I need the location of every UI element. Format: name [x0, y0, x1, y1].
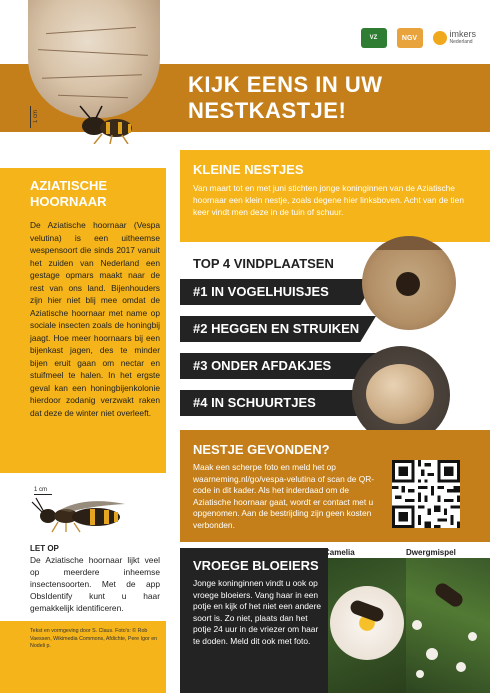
hoornaar-body: De Aziatische hoornaar (Vespa velutina) is een uitheemse wespensoort die sinds 2017 vanuit het zuiden van Nederland een gestage opmars maakt naar de rest van ons land. Bijenhouders zijn hier niet blij mee omdat de Aziatische hoornaar met name op sociale insecten zoals de honingbij jaagt. Hoe meer hoornaars bij een bijenkast jagen, des te minder bijen eruit gaan om nectar en stuifmeel te halen. In het ergste geval kan een honingbijenkolonie hierdoor zodanig verzwakt raken dat deze de winter niet overleeft.: [30, 220, 160, 418]
top4-title: TOP 4 VINDPLAATSEN: [193, 256, 334, 271]
top4-item-2: #2 HEGGEN EN STRUIKEN: [193, 321, 360, 336]
qr-code-icon[interactable]: [392, 460, 460, 528]
vroege-bloeiers-body: Jonge koninginnen vindt u ook op vroege bloeiers. Vang haar in een potje en kijk of het niet een andere soort is. Zo niet, plaats dan het potje 24 uur in de vriezer om haar te doden. Meld dit ook met foto.: [193, 578, 322, 646]
partner-logos: [361, 28, 477, 48]
top4-item-4: #4 IN SCHUURTJES: [193, 395, 316, 410]
nestje-gevonden-title: NESTJE GEVONDEN?: [193, 442, 330, 457]
nest-photo: [28, 0, 160, 118]
credits-text: Tekst en vormgeving door S. Claus. Foto's: © Rob Vaessen, Wikimedia Commons, Afdichte, Pere Igor en Nodeli p.: [30, 628, 158, 649]
note-body: De Aziatische hoornaar lijkt veel op meerdere inheemse insectensoorten. Met de app ObsIdentify kunt u haar gemakkelijk identificeren.: [30, 555, 160, 613]
note-title: LET OP: [30, 544, 59, 553]
kleine-nestjes-body: Van maart tot en met juni stichten jonge koninginnen van de Aziatische hoornaar een klein nestje, zoals degene hier linksboven. Acht van de tien keer vindt men deze in de tuin of schuur.: [193, 183, 464, 217]
top4-item-1: #1 IN VOGELHUISJES: [193, 284, 329, 299]
page-title: KIJK EENS IN UW NESTKASTJE!: [188, 72, 383, 123]
dwergmispel-label: Dwergmispel: [406, 548, 456, 557]
birdhouse-photo: [362, 236, 456, 330]
bee-icon: [433, 31, 447, 45]
imkers-logo-label: imkers: [449, 29, 476, 39]
hornet-top-icon: [72, 104, 142, 144]
vz-logo: VZ: [361, 28, 387, 48]
ngv-logo: NGV: [397, 28, 423, 48]
imkers-logo: [433, 30, 477, 46]
scale-label-top: 1 cm: [30, 106, 39, 128]
top4-item-3: #3 ONDER AFDAKJES: [193, 358, 332, 373]
imkers-logo-sub: Nederland: [449, 39, 473, 45]
vroege-bloeiers-title: VROEGE BLOEIERS: [193, 558, 319, 573]
hornet-side-icon: [30, 494, 140, 534]
kleine-nestjes-title: KLEINE NESTJES: [193, 162, 304, 177]
hoornaar-title: AZIATISCHE HOORNAAR: [30, 178, 108, 209]
camelia-photo: [328, 558, 406, 693]
scale-label-side: 1 cm: [34, 487, 52, 495]
dwergmispel-photo: [406, 558, 490, 693]
camelia-label: Camelia: [324, 548, 355, 557]
nestje-gevonden-body: Maak een scherpe foto en meld het op waarneming.nl/go/vespa-velutina of scan de QR-code in dit kader. Als het inderdaad om de Aziatische hoornaar gaat, wordt er contact met u opgenomen. Aan de bestrijding zijn geen kosten verbonden.: [193, 462, 375, 530]
